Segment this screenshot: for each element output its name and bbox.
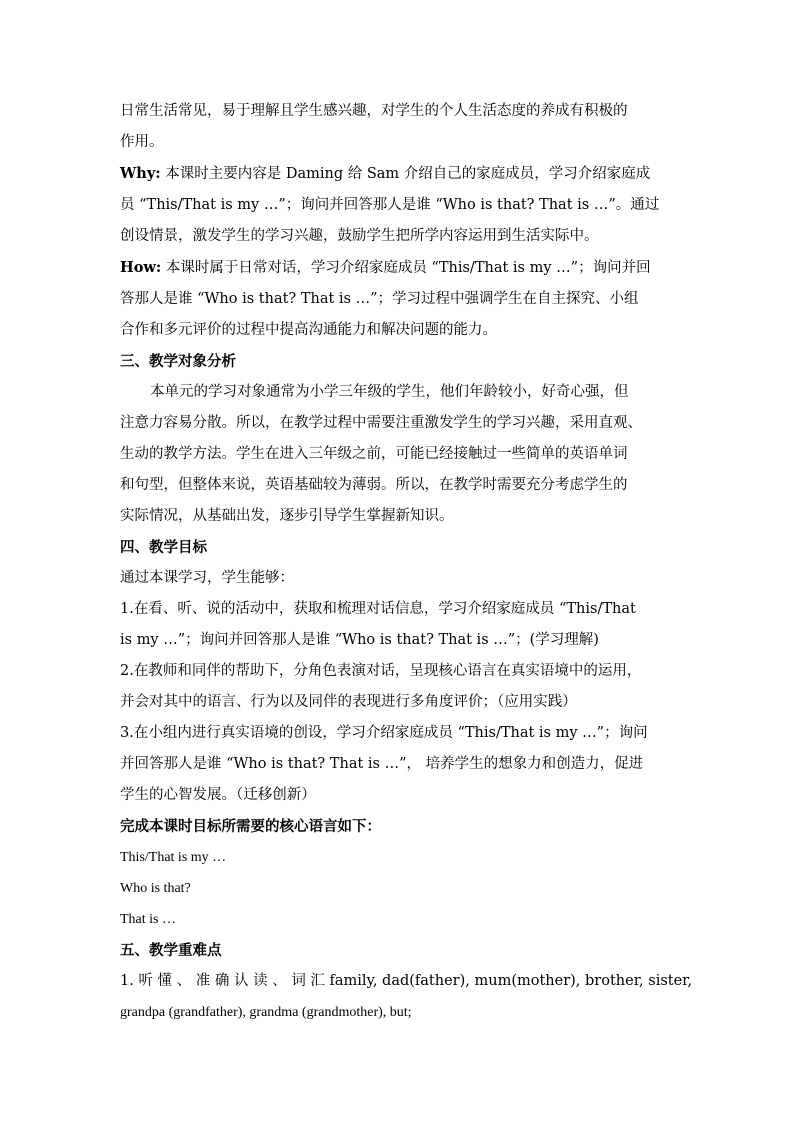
objective-line: 学生的心智发展。（迁移创新） (120, 787, 316, 803)
paragraph-line: 创设情景，激发学生的学习兴趣，鼓励学生把所学内容运用到生活实际中。 (120, 228, 599, 244)
objective-line: 1.在看、听、说的活动中，获取和梳理对话信息，学习介绍家庭成员 “This/That (120, 601, 636, 617)
paragraph-line: 生动的教学方法。学生在进入三年级之前，可能已经接触过一些简单的英语单词 (120, 446, 628, 462)
paragraph-line: 日常生活常见，易于理解且学生感兴趣，对学生的个人生活态度的养成有积极的 (120, 103, 628, 119)
core-language-item: That is … (120, 912, 176, 927)
document-page (120, 96, 693, 1028)
paragraph-line: 和句型，但整体来说，英语基础较为薄弱。所以，在教学时需要充分考虑学生的 (120, 477, 628, 493)
paragraph-line: 通过本课学习，学生能够： (120, 570, 294, 586)
paragraph-line: 员 “This/That is my …”；询问并回答那人是谁 “Who is that? That is …”。通过 (120, 197, 660, 213)
how-text: 本课时属于日常对话，学习介绍家庭成员 “This/That is my …”；询问并回 (161, 260, 651, 276)
objective-line: 并会对其中的语言、行为以及同伴的表现进行多角度评价；（应用实践） (120, 694, 577, 710)
objective-line: 并回答那人是谁 “Who is that? That is …”， 培养学生的想象力和创造力，促进 (120, 756, 644, 772)
paragraph-line: 合作和多元评价的过程中提高沟通能力和解决问题的能力。 (120, 322, 497, 338)
core-language-item: This/That is my … (120, 850, 227, 865)
objective-line: 3.在小组内进行真实语境的创设，学习介绍家庭成员 “This/That is my …”；询问 (120, 725, 648, 741)
key-point-line: grandpa (grandfather), grandma (grandmother), but; (120, 1005, 412, 1020)
objective-line: 2.在教师和同伴的帮助下，分角色表演对话，呈现核心语言在真实语境中的运用， (120, 663, 642, 679)
section-heading: 五、教学重难点 (120, 942, 222, 959)
section-heading: 四、教学目标 (120, 539, 207, 556)
core-language-item: Who is that? (120, 881, 191, 896)
how-line (120, 252, 676, 284)
paragraph-line: 实际情况，从基础出发，逐步引导学生掌握新知识。 (120, 508, 454, 524)
paragraph-line: 答那人是谁 “Who is that? That is …”；学习过程中强调学生在自主探究、小组 (120, 291, 639, 307)
why-line (120, 158, 676, 190)
core-language-heading: 完成本课时目标所需要的核心语言如下： (120, 818, 381, 835)
paragraph-line: 注意力容易分散。所以，在教学过程中需要注重激发学生的学习兴趣，采用直观、 (120, 415, 642, 431)
why-text: 本课时主要内容是 Daming 给 Sam 介绍自己的家庭成员，学习介绍家庭成 (160, 166, 651, 182)
paragraph-line: 作用。 (120, 134, 164, 150)
why-label: Why: (120, 165, 161, 182)
objective-line: is my …”；询问并回答那人是谁 “Who is that? That is …”；(学习理解) (120, 632, 599, 648)
paragraph-line: 本单元的学习对象通常为小学三年级的学生，他们年龄较小，好奇心强，但 (150, 384, 629, 400)
key-point-line: 1. 听 懂 、 准 确 认 读 、 词 汇 family, dad(father), mum(mother), brother, sister, (120, 973, 693, 989)
how-label: How: (120, 259, 162, 276)
section-heading: 三、教学对象分析 (120, 353, 236, 370)
